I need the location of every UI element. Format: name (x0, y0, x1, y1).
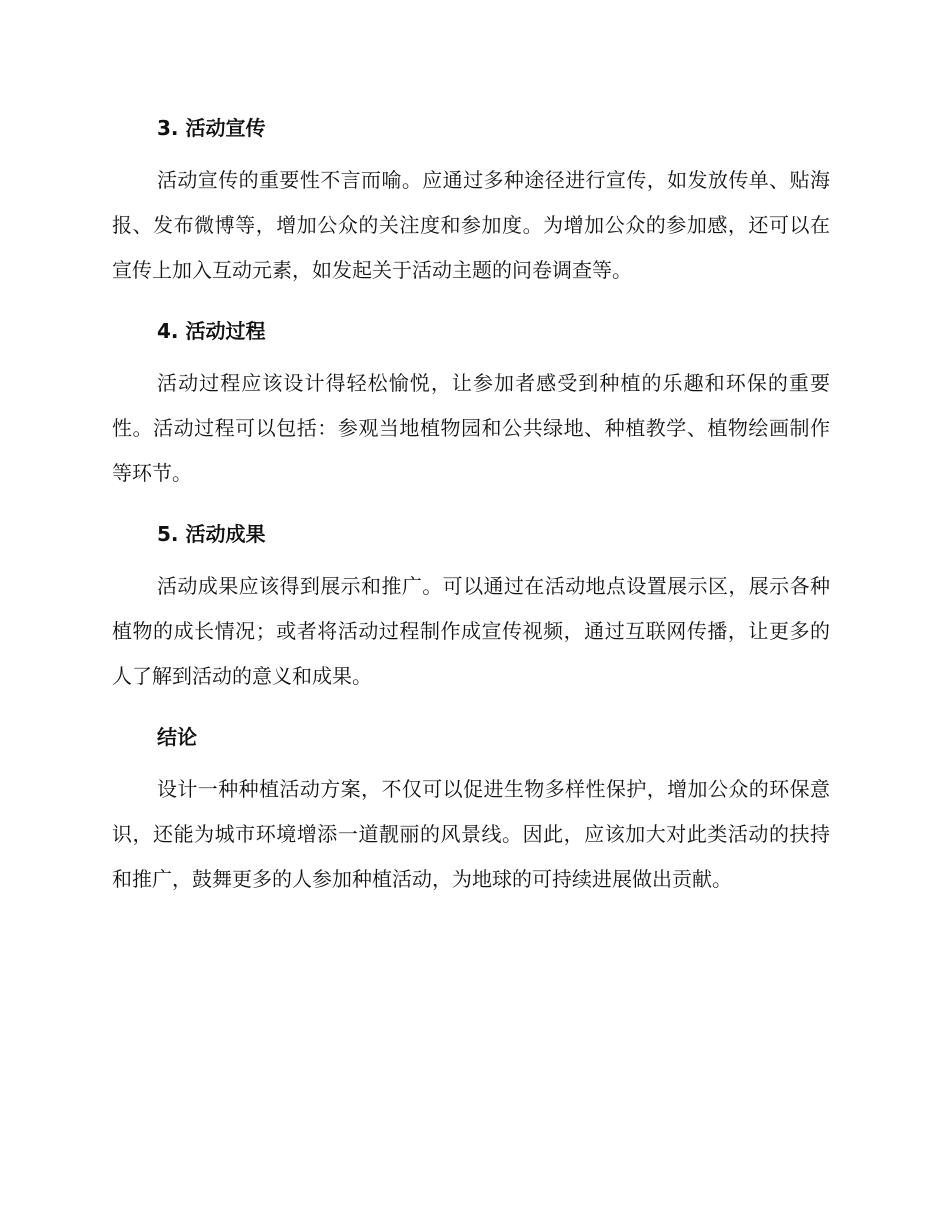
section-paragraph-activity-process: 活动过程应该设计得轻松愉悦，让参加者感受到种植的乐趣和环保的重要性。活动过程可以包括：参观当地植物园和公共绿地、种植教学、植物绘画制作等环节。 (112, 371, 830, 485)
section-heading-conclusion: 结论 (157, 725, 197, 749)
section-heading-activity-process: 4. 活动过程 (157, 319, 266, 343)
section-heading-activity-promotion: 3. 活动宣传 (157, 116, 266, 140)
section-paragraph-conclusion: 设计一种种植活动方案，不仅可以促进生物多样性保护，增加公众的环保意识，还能为城市环境增添一道靓丽的风景线。因此，应该加大对此类活动的扶持和推广，鼓舞更多的人参加种植活动，为地球的可持续进展做出贡献。 (112, 777, 830, 891)
section-paragraph-activity-results: 活动成果应该得到展示和推广。可以通过在活动地点设置展示区，展示各种植物的成长情况；或者将活动过程制作成宣传视频，通过互联网传播，让更多的人了解到活动的意义和成果。 (112, 574, 830, 688)
section-paragraph-activity-promotion: 活动宣传的重要性不言而喻。应通过多种途径进行宣传，如发放传单、贴海报、发布微博等，增加公众的关注度和参加度。为增加公众的参加感，还可以在宣传上加入互动元素，如发起关于活动主题的问卷调查等。 (112, 168, 830, 282)
section-heading-activity-results: 5. 活动成果 (157, 522, 266, 546)
document-body (112, 108, 830, 920)
